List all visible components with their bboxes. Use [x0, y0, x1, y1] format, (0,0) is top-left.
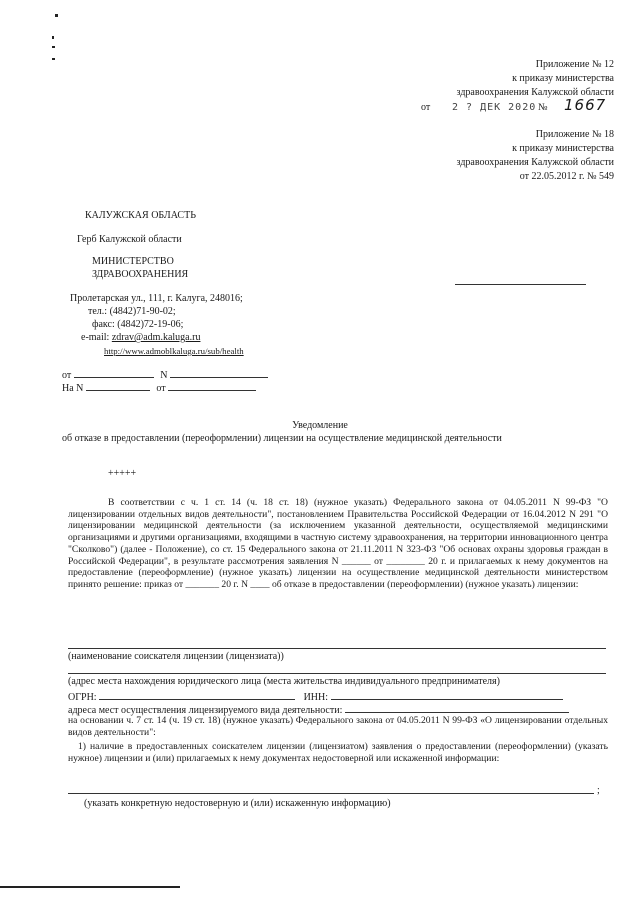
- website-link[interactable]: http://www.admoblkaluga.ru/sub/health: [104, 346, 244, 356]
- reg-number-field[interactable]: [170, 367, 268, 378]
- email-label: e-mail:: [81, 332, 110, 343]
- appendix-18-ministry-line: здравоохранения Калужской области: [456, 157, 614, 168]
- false-info-caption: (указать конкретную недостоверную и (или) искаженную информацию): [84, 798, 391, 809]
- appendix-12-number-label: №: [538, 102, 548, 113]
- reg-reply-n-label: На N: [62, 383, 84, 394]
- address-line: [68, 673, 606, 674]
- region-name: КАЛУЖСКАЯ ОБЛАСТЬ: [85, 210, 196, 221]
- ministry-address: Пролетарская ул., 111, г. Калуга, 248016;: [70, 293, 243, 304]
- footer-rule: [0, 886, 180, 888]
- notice-title: Уведомление: [292, 420, 348, 431]
- appendix-12-title: Приложение № 12: [535, 59, 614, 70]
- applicant-name-line: [68, 648, 606, 649]
- ministry-name-line1: МИНИСТЕРСТВО: [92, 256, 174, 267]
- ministry-email: [81, 331, 200, 344]
- ministry-fax: факс: (4842)72-19-06;: [92, 319, 184, 330]
- legal-basis: на основании ч. 7 ст. 14 (ч. 19 ст. 18) (нужное указать) Федерального закона от 04.05.2011 N 99-ФЗ «О лицензировании отдельных видов деятельности":: [68, 715, 608, 738]
- reg-from-label: от: [62, 370, 72, 381]
- scan-mark: [52, 46, 55, 48]
- handwritten-order-number: 1667: [564, 96, 607, 114]
- reason-item-1: 1) наличие в предоставленных соискателем лицензии (лицензиатом) заявления о предоставлении (переоформлении) (указать нужное) лицензии и (или) прилагаемых к нему документах недостоверной или искаженной информации:: [68, 741, 608, 764]
- appendix-12-ministry-line: здравоохранения Калужской области: [456, 87, 614, 98]
- appendix-18-title: Приложение № 18: [535, 129, 614, 140]
- appendix-18-date-line: от 22.05.2012 г. № 549: [519, 171, 614, 182]
- inn-label: ИНН:: [303, 692, 329, 703]
- false-info-line: [68, 793, 594, 794]
- scan-mark: [55, 14, 58, 17]
- ogrn-field[interactable]: [99, 689, 295, 700]
- reg-reply-from-label: от: [156, 383, 166, 394]
- date-stamp: 2 ? ДЕК 2020: [452, 102, 537, 113]
- reg-from-field[interactable]: [74, 367, 154, 378]
- notice-subtitle: об отказе в предоставлении (переоформлении) лицензии на осуществление медицинской деятельности: [62, 433, 502, 444]
- reg-reply-number-field[interactable]: [86, 380, 150, 391]
- ministry-phone: тел.: (4842)71-90-02;: [88, 306, 176, 317]
- ogrn-label: ОГРН:: [68, 692, 97, 703]
- blank-line: [455, 284, 586, 285]
- ministry-name-line2: ЗДРАВООХРАНЕНИЯ: [92, 269, 189, 280]
- activity-address-label: адреса мест осуществления лицензируемого вида деятельности:: [68, 705, 343, 716]
- address-caption: (адрес места нахождения юридического лица (места жительства индивидуального предпринимателя): [68, 676, 500, 687]
- appendix-12-from-label: от: [421, 102, 431, 113]
- inn-field[interactable]: [331, 689, 563, 700]
- body-paragraph: В соответствии с ч. 1 ст. 14 (ч. 18 ст. 18) (нужное указать) Федерального закона от 04.05.2011 N 99-ФЗ "О лицензировании отдельных видов деятельности", постановлением Правительства Российской Федерации от 16.04.2012 N 291 "О лицензировании медицинской деятельности (за исключением указанной деятельности, осуществляемой медицинскими организациями и другими организациями, входящими в частную систему здравоохранения, на территории инновационного центра "Сколково") (далее - Положение), со ст. 15 Федерального закона от 21.11.2011 N 323-ФЗ "Об основах охраны здоровья граждан в Российской Федерации", в результате рассмотрения заявления N ______ от ________ 20 г. и прилагаемых к нему документов на предоставление (переоформление) (нужное указать) лицензии на осуществление медицинской деятельности министерством принято решение: приказ от _______ 20 г. N ____ об отказе в предоставлении (переоформлении) (нужное указать) лицензии:: [68, 497, 608, 590]
- semicolon: ;: [597, 785, 600, 796]
- appendix-18-order-line: к приказу министерства: [512, 143, 614, 154]
- marker-text: +++++: [108, 468, 137, 479]
- coat-of-arms-label: Герб Калужской области: [77, 234, 182, 245]
- reg-reply-date-field[interactable]: [168, 380, 256, 391]
- activity-address-field[interactable]: [345, 702, 569, 713]
- scan-mark: [52, 58, 55, 60]
- reg-reply-row: [62, 380, 256, 395]
- applicant-caption: (наименование соискателя лицензии (лицензиата)): [68, 651, 284, 662]
- email-link[interactable]: zdrav@adm.kaluga.ru: [111, 332, 201, 343]
- scan-mark: [52, 36, 54, 39]
- appendix-12-order-line: к приказу министерства: [512, 73, 614, 84]
- reg-n-label: N: [160, 370, 168, 381]
